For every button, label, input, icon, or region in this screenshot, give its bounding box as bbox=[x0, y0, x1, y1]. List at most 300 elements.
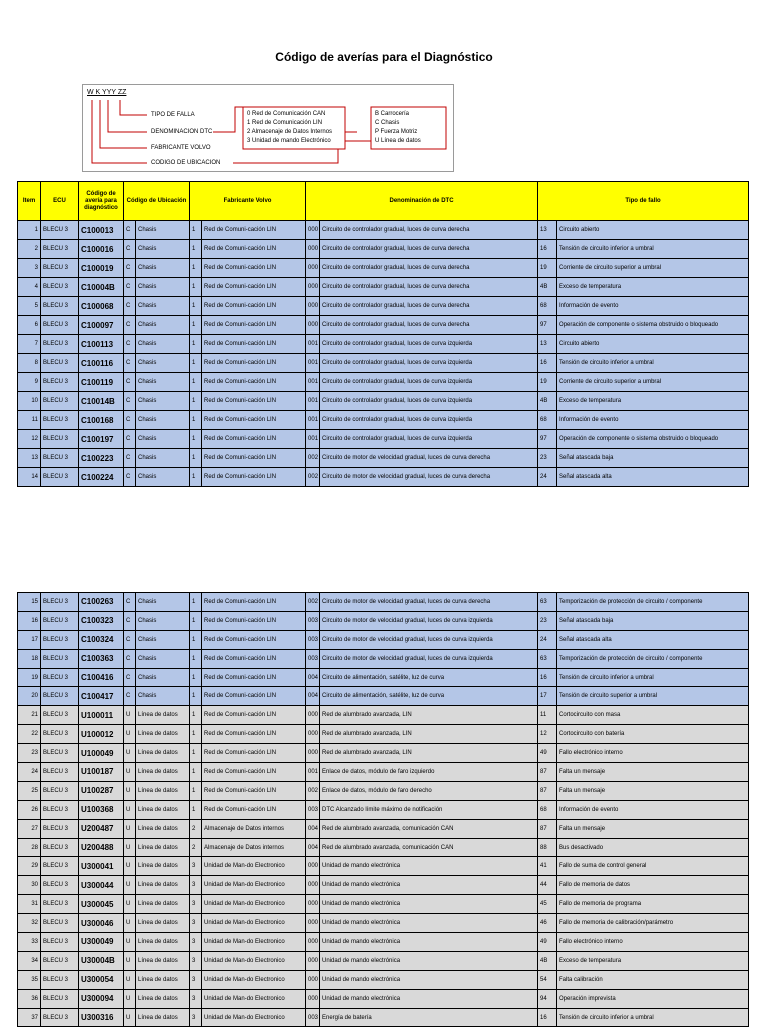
row-location-name: Chasis bbox=[136, 630, 190, 649]
row-fault-code: 12 bbox=[538, 725, 557, 744]
code-legend-diagram bbox=[82, 84, 454, 172]
row-fault-name: Corriente de circuito superior a umbral bbox=[557, 259, 749, 278]
row-ecu: BLECU 3 bbox=[41, 630, 79, 649]
row-location-name: Chasis bbox=[136, 449, 190, 468]
row-manufacturer-name: Red de Comuni-cación LIN bbox=[202, 411, 306, 430]
row-dtc-number: 003 bbox=[306, 630, 320, 649]
row-dtc-code: C100324 bbox=[79, 630, 124, 649]
row-manufacturer-code: 1 bbox=[190, 411, 202, 430]
header-fault-type: Tipo de fallo bbox=[538, 182, 749, 221]
row-dtc-code: C100168 bbox=[79, 411, 124, 430]
legend-manufacturer-option: 2 Almacenaje de Datos Internos bbox=[247, 129, 333, 135]
row-item: 10 bbox=[18, 392, 41, 411]
table-row bbox=[18, 838, 749, 857]
table-row bbox=[18, 819, 749, 838]
row-ecu: BLECU 3 bbox=[41, 819, 79, 838]
row-fault-name: Temporización de protección de circuito / componente bbox=[557, 593, 749, 612]
row-ecu: BLECU 3 bbox=[41, 970, 79, 989]
row-dtc-number: 000 bbox=[306, 240, 320, 259]
row-fault-code: 97 bbox=[538, 430, 557, 449]
row-manufacturer-name: Unidad de Man-do Electronico bbox=[202, 1008, 306, 1027]
row-location-name: Chasis bbox=[136, 687, 190, 706]
header-ecu: ECU bbox=[41, 182, 79, 221]
row-fault-code: 19 bbox=[538, 373, 557, 392]
row-fault-code: 24 bbox=[538, 468, 557, 487]
row-location-name: Chasis bbox=[136, 240, 190, 259]
row-dtc-name: Circuito de controlador gradual, luces de curva derecha bbox=[320, 278, 538, 297]
row-fault-code: 13 bbox=[538, 335, 557, 354]
legend-connector-lines bbox=[83, 85, 453, 171]
row-location-code: U bbox=[124, 989, 136, 1008]
row-manufacturer-code: 3 bbox=[190, 933, 202, 952]
header-location: Código de Ubicación bbox=[124, 182, 190, 221]
row-dtc-code: U300046 bbox=[79, 914, 124, 933]
row-ecu: BLECU 3 bbox=[41, 297, 79, 316]
row-fault-code: 54 bbox=[538, 970, 557, 989]
table-row bbox=[18, 781, 749, 800]
row-fault-name: Circuito abierto bbox=[557, 335, 749, 354]
row-fault-name: Fallo de memoria de datos bbox=[557, 876, 749, 895]
legend-manufacturer-option: 1 Red de Comunicación LIN bbox=[247, 120, 323, 126]
row-dtc-name: Circuito de controlador gradual, luces de curva derecha bbox=[320, 221, 538, 240]
row-fault-code: 88 bbox=[538, 838, 557, 857]
row-dtc-name: Unidad de mando electrónica bbox=[320, 970, 538, 989]
row-manufacturer-code: 1 bbox=[190, 668, 202, 687]
row-dtc-number: 001 bbox=[306, 335, 320, 354]
row-dtc-code: U300094 bbox=[79, 989, 124, 1008]
row-dtc-name: Enlace de datos, módulo de faro izquierdo bbox=[320, 763, 538, 782]
row-dtc-code: C100013 bbox=[79, 221, 124, 240]
row-location-code: C bbox=[124, 240, 136, 259]
row-location-code: U bbox=[124, 706, 136, 725]
table-row bbox=[18, 970, 749, 989]
row-dtc-name: Circuito de alimentación, satélite, luz de curva bbox=[320, 687, 538, 706]
row-manufacturer-code: 1 bbox=[190, 611, 202, 630]
row-fault-name: Circuito abierto bbox=[557, 221, 749, 240]
row-manufacturer-name: Unidad de Man-do Electronico bbox=[202, 857, 306, 876]
row-ecu: BLECU 3 bbox=[41, 895, 79, 914]
row-ecu: BLECU 3 bbox=[41, 838, 79, 857]
row-dtc-code: C100068 bbox=[79, 297, 124, 316]
header-manufacturer: Fabricante Volvo bbox=[190, 182, 306, 221]
row-dtc-code: U100368 bbox=[79, 800, 124, 819]
table-row bbox=[18, 857, 749, 876]
row-location-code: C bbox=[124, 449, 136, 468]
row-dtc-code: U300044 bbox=[79, 876, 124, 895]
row-ecu: BLECU 3 bbox=[41, 449, 79, 468]
row-manufacturer-code: 3 bbox=[190, 914, 202, 933]
row-fault-code: 17 bbox=[538, 687, 557, 706]
row-dtc-name: Red de alumbrado avanzada, LIN bbox=[320, 706, 538, 725]
row-dtc-code: C100116 bbox=[79, 354, 124, 373]
row-manufacturer-code: 2 bbox=[190, 819, 202, 838]
row-dtc-name: Unidad de mando electrónica bbox=[320, 895, 538, 914]
row-location-code: C bbox=[124, 354, 136, 373]
row-dtc-number: 001 bbox=[306, 430, 320, 449]
row-manufacturer-code: 2 bbox=[190, 838, 202, 857]
row-location-code: C bbox=[124, 468, 136, 487]
row-item: 4 bbox=[18, 278, 41, 297]
row-item: 21 bbox=[18, 706, 41, 725]
row-dtc-name: Red de alumbrado avanzada, LIN bbox=[320, 725, 538, 744]
row-manufacturer-code: 1 bbox=[190, 593, 202, 612]
row-manufacturer-name: Red de Comuni-cación LIN bbox=[202, 316, 306, 335]
row-location-name: Línea de datos bbox=[136, 914, 190, 933]
row-dtc-name: Circuito de controlador gradual, luces de curva derecha bbox=[320, 259, 538, 278]
table-row bbox=[18, 411, 749, 430]
row-ecu: BLECU 3 bbox=[41, 725, 79, 744]
row-location-code: C bbox=[124, 316, 136, 335]
table-row bbox=[18, 278, 749, 297]
row-item: 8 bbox=[18, 354, 41, 373]
row-location-code: C bbox=[124, 611, 136, 630]
row-dtc-number: 004 bbox=[306, 819, 320, 838]
row-ecu: BLECU 3 bbox=[41, 335, 79, 354]
row-item: 7 bbox=[18, 335, 41, 354]
row-manufacturer-name: Red de Comuni-cación LIN bbox=[202, 630, 306, 649]
row-location-code: U bbox=[124, 970, 136, 989]
table-row bbox=[18, 630, 749, 649]
row-location-name: Chasis bbox=[136, 468, 190, 487]
row-fault-code: 16 bbox=[538, 1008, 557, 1027]
row-fault-code: 16 bbox=[538, 668, 557, 687]
table-row bbox=[18, 951, 749, 970]
row-fault-name: Falta un mensaje bbox=[557, 781, 749, 800]
row-fault-code: 4B bbox=[538, 278, 557, 297]
row-fault-code: 11 bbox=[538, 706, 557, 725]
table-row bbox=[18, 725, 749, 744]
table-row bbox=[18, 895, 749, 914]
row-item: 11 bbox=[18, 411, 41, 430]
row-dtc-name: Circuito de alimentación, satélite, luz de curva bbox=[320, 668, 538, 687]
row-dtc-number: 003 bbox=[306, 800, 320, 819]
legend-label-location: CODIGO DE UBICACION bbox=[151, 160, 221, 166]
row-item: 30 bbox=[18, 876, 41, 895]
row-manufacturer-name: Red de Comuni-cación LIN bbox=[202, 725, 306, 744]
row-manufacturer-code: 1 bbox=[190, 744, 202, 763]
row-dtc-number: 000 bbox=[306, 706, 320, 725]
row-dtc-number: 002 bbox=[306, 781, 320, 800]
row-dtc-name: Circuito de motor de velocidad gradual, luces de curva derecha bbox=[320, 593, 538, 612]
dtc-table-page-2 bbox=[17, 592, 749, 1027]
row-location-code: U bbox=[124, 838, 136, 857]
row-item: 37 bbox=[18, 1008, 41, 1027]
row-location-code: U bbox=[124, 781, 136, 800]
row-ecu: BLECU 3 bbox=[41, 933, 79, 952]
row-dtc-code: U300049 bbox=[79, 933, 124, 952]
row-fault-name: Operación de componente o sistema obstruido o bloqueado bbox=[557, 316, 749, 335]
row-item: 13 bbox=[18, 449, 41, 468]
legend-label-dtc-name: DENOMINACION DTC bbox=[151, 129, 213, 135]
row-location-name: Chasis bbox=[136, 297, 190, 316]
row-ecu: BLECU 3 bbox=[41, 468, 79, 487]
row-dtc-code: C100323 bbox=[79, 611, 124, 630]
row-ecu: BLECU 3 bbox=[41, 354, 79, 373]
row-dtc-number: 001 bbox=[306, 354, 320, 373]
row-dtc-code: C100019 bbox=[79, 259, 124, 278]
row-dtc-number: 001 bbox=[306, 392, 320, 411]
table-row bbox=[18, 687, 749, 706]
row-dtc-code: U100287 bbox=[79, 781, 124, 800]
dtc-table-page-1 bbox=[17, 181, 749, 487]
row-manufacturer-code: 1 bbox=[190, 800, 202, 819]
row-dtc-code: C10004B bbox=[79, 278, 124, 297]
legend-location-option: P Fuerza Motriz bbox=[375, 129, 418, 135]
row-ecu: BLECU 3 bbox=[41, 1008, 79, 1027]
row-dtc-code: C10014B bbox=[79, 392, 124, 411]
row-item: 27 bbox=[18, 819, 41, 838]
row-manufacturer-name: Red de Comuni-cación LIN bbox=[202, 781, 306, 800]
table-row bbox=[18, 468, 749, 487]
row-dtc-code: C100363 bbox=[79, 649, 124, 668]
row-location-code: U bbox=[124, 914, 136, 933]
row-location-code: C bbox=[124, 259, 136, 278]
row-ecu: BLECU 3 bbox=[41, 221, 79, 240]
row-location-name: Chasis bbox=[136, 611, 190, 630]
row-dtc-name: Circuito de controlador gradual, luces de curva izquierda bbox=[320, 411, 538, 430]
row-dtc-number: 002 bbox=[306, 449, 320, 468]
row-dtc-number: 000 bbox=[306, 259, 320, 278]
row-dtc-name: Unidad de mando electrónica bbox=[320, 951, 538, 970]
row-location-name: Chasis bbox=[136, 373, 190, 392]
legend-manufacturer-option: 3 Unidad de mando Electrónico bbox=[247, 138, 331, 144]
row-fault-name: Operación imprevista bbox=[557, 989, 749, 1008]
row-fault-name: Bus desactivado bbox=[557, 838, 749, 857]
row-location-code: C bbox=[124, 278, 136, 297]
row-manufacturer-code: 1 bbox=[190, 392, 202, 411]
row-location-name: Línea de datos bbox=[136, 781, 190, 800]
row-manufacturer-name: Red de Comuni-cación LIN bbox=[202, 800, 306, 819]
row-manufacturer-code: 1 bbox=[190, 373, 202, 392]
row-manufacturer-code: 1 bbox=[190, 468, 202, 487]
row-ecu: BLECU 3 bbox=[41, 744, 79, 763]
table-row bbox=[18, 449, 749, 468]
row-fault-code: 23 bbox=[538, 611, 557, 630]
row-dtc-number: 000 bbox=[306, 876, 320, 895]
table-row bbox=[18, 989, 749, 1008]
row-dtc-name: Circuito de motor de velocidad gradual, luces de curva izquierda bbox=[320, 630, 538, 649]
row-ecu: BLECU 3 bbox=[41, 706, 79, 725]
row-location-code: U bbox=[124, 895, 136, 914]
row-dtc-code: U30004B bbox=[79, 951, 124, 970]
row-location-name: Línea de datos bbox=[136, 800, 190, 819]
row-manufacturer-code: 1 bbox=[190, 649, 202, 668]
row-dtc-name: Circuito de controlador gradual, luces de curva izquierda bbox=[320, 373, 538, 392]
row-fault-code: 68 bbox=[538, 411, 557, 430]
row-dtc-name: Energía de batería bbox=[320, 1008, 538, 1027]
table-row bbox=[18, 933, 749, 952]
row-item: 6 bbox=[18, 316, 41, 335]
row-manufacturer-code: 1 bbox=[190, 354, 202, 373]
row-dtc-code: U100049 bbox=[79, 744, 124, 763]
row-dtc-number: 000 bbox=[306, 933, 320, 952]
legend-location-option: C Chasis bbox=[375, 120, 400, 126]
row-dtc-name: Unidad de mando electrónica bbox=[320, 914, 538, 933]
row-manufacturer-code: 1 bbox=[190, 221, 202, 240]
row-location-code: U bbox=[124, 857, 136, 876]
row-location-code: C bbox=[124, 392, 136, 411]
legend-location-option: B Carrocería bbox=[375, 111, 410, 117]
row-fault-name: Señal atascada baja bbox=[557, 611, 749, 630]
row-dtc-number: 000 bbox=[306, 221, 320, 240]
row-item: 16 bbox=[18, 611, 41, 630]
table-row bbox=[18, 649, 749, 668]
row-manufacturer-code: 1 bbox=[190, 430, 202, 449]
row-dtc-code: C100197 bbox=[79, 430, 124, 449]
row-dtc-name: Unidad de mando electrónica bbox=[320, 876, 538, 895]
table-row bbox=[18, 1008, 749, 1027]
row-manufacturer-name: Red de Comuni-cación LIN bbox=[202, 668, 306, 687]
row-fault-name: Tensión de circuito inferior a umbral bbox=[557, 668, 749, 687]
row-ecu: BLECU 3 bbox=[41, 392, 79, 411]
table-row bbox=[18, 800, 749, 819]
row-dtc-name: Circuito de controlador gradual, luces de curva derecha bbox=[320, 297, 538, 316]
row-manufacturer-name: Unidad de Man-do Electronico bbox=[202, 933, 306, 952]
row-ecu: BLECU 3 bbox=[41, 278, 79, 297]
row-dtc-name: Unidad de mando electrónica bbox=[320, 857, 538, 876]
row-fault-code: 4B bbox=[538, 951, 557, 970]
row-location-code: C bbox=[124, 297, 136, 316]
row-fault-name: Fallo electrónico interno bbox=[557, 933, 749, 952]
row-manufacturer-code: 3 bbox=[190, 876, 202, 895]
row-ecu: BLECU 3 bbox=[41, 989, 79, 1008]
row-ecu: BLECU 3 bbox=[41, 649, 79, 668]
row-dtc-name: Unidad de mando electrónica bbox=[320, 933, 538, 952]
row-fault-name: Fallo de memoria de calibración/parámetro bbox=[557, 914, 749, 933]
row-dtc-code: U200487 bbox=[79, 819, 124, 838]
row-dtc-code: C100224 bbox=[79, 468, 124, 487]
row-manufacturer-code: 1 bbox=[190, 781, 202, 800]
row-manufacturer-name: Red de Comuni-cación LIN bbox=[202, 430, 306, 449]
table-row bbox=[18, 430, 749, 449]
row-fault-code: 45 bbox=[538, 895, 557, 914]
row-fault-code: 16 bbox=[538, 240, 557, 259]
row-ecu: BLECU 3 bbox=[41, 914, 79, 933]
row-dtc-number: 000 bbox=[306, 744, 320, 763]
row-location-name: Línea de datos bbox=[136, 895, 190, 914]
row-item: 9 bbox=[18, 373, 41, 392]
row-dtc-name: Circuito de controlador gradual, luces de curva derecha bbox=[320, 240, 538, 259]
row-manufacturer-name: Red de Comuni-cación LIN bbox=[202, 373, 306, 392]
row-item: 24 bbox=[18, 763, 41, 782]
row-location-name: Chasis bbox=[136, 668, 190, 687]
row-manufacturer-name: Red de Comuni-cación LIN bbox=[202, 392, 306, 411]
row-location-name: Línea de datos bbox=[136, 819, 190, 838]
row-fault-code: 97 bbox=[538, 316, 557, 335]
row-fault-name: Cortocircuito con masa bbox=[557, 706, 749, 725]
row-dtc-name: Circuito de motor de velocidad gradual, luces de curva derecha bbox=[320, 449, 538, 468]
row-manufacturer-name: Red de Comuni-cación LIN bbox=[202, 335, 306, 354]
row-manufacturer-code: 3 bbox=[190, 970, 202, 989]
row-dtc-number: 000 bbox=[306, 951, 320, 970]
table-row bbox=[18, 335, 749, 354]
row-manufacturer-code: 1 bbox=[190, 725, 202, 744]
row-dtc-name: Circuito de controlador gradual, luces de curva izquierda bbox=[320, 430, 538, 449]
row-dtc-number: 003 bbox=[306, 649, 320, 668]
row-location-code: C bbox=[124, 687, 136, 706]
row-dtc-number: 003 bbox=[306, 611, 320, 630]
row-fault-name: Fallo de suma de control general bbox=[557, 857, 749, 876]
row-fault-name: Señal atascada baja bbox=[557, 449, 749, 468]
row-fault-code: 63 bbox=[538, 593, 557, 612]
table-row bbox=[18, 297, 749, 316]
row-fault-code: 87 bbox=[538, 763, 557, 782]
row-manufacturer-name: Almacenaje de Datos internos bbox=[202, 819, 306, 838]
row-item: 32 bbox=[18, 914, 41, 933]
page-title: Código de averías para el Diagnóstico bbox=[275, 50, 493, 64]
row-location-name: Línea de datos bbox=[136, 763, 190, 782]
row-manufacturer-name: Red de Comuni-cación LIN bbox=[202, 297, 306, 316]
row-location-code: U bbox=[124, 744, 136, 763]
row-item: 12 bbox=[18, 430, 41, 449]
row-manufacturer-code: 1 bbox=[190, 763, 202, 782]
row-fault-name: Falta un mensaje bbox=[557, 819, 749, 838]
header-item: Item bbox=[18, 182, 41, 221]
row-dtc-name: Enlace de datos, módulo de faro derecho bbox=[320, 781, 538, 800]
row-manufacturer-code: 1 bbox=[190, 630, 202, 649]
table-row bbox=[18, 876, 749, 895]
row-location-name: Línea de datos bbox=[136, 838, 190, 857]
row-item: 15 bbox=[18, 593, 41, 612]
row-item: 26 bbox=[18, 800, 41, 819]
row-item: 5 bbox=[18, 297, 41, 316]
row-item: 3 bbox=[18, 259, 41, 278]
row-fault-name: Información de evento bbox=[557, 297, 749, 316]
row-fault-name: Señal atascada alta bbox=[557, 468, 749, 487]
row-dtc-name: Red de alumbrado avanzada, LIN bbox=[320, 744, 538, 763]
legend-manufacturer-option: 0 Red de Comunicación CAN bbox=[247, 111, 326, 117]
row-item: 17 bbox=[18, 630, 41, 649]
row-dtc-name: Red de alumbrado avanzada, comunicación CAN bbox=[320, 819, 538, 838]
row-manufacturer-name: Red de Comuni-cación LIN bbox=[202, 278, 306, 297]
row-dtc-code: U300054 bbox=[79, 970, 124, 989]
legend-label-fault-type: TIPO DE FALLA bbox=[151, 112, 195, 118]
row-manufacturer-name: Red de Comuni-cación LIN bbox=[202, 221, 306, 240]
row-fault-code: 63 bbox=[538, 649, 557, 668]
row-location-name: Línea de datos bbox=[136, 970, 190, 989]
row-location-code: C bbox=[124, 373, 136, 392]
row-location-name: Línea de datos bbox=[136, 876, 190, 895]
row-fault-name: Operación de componente o sistema obstruido o bloqueado bbox=[557, 430, 749, 449]
table-row bbox=[18, 259, 749, 278]
row-dtc-code: C100016 bbox=[79, 240, 124, 259]
row-ecu: BLECU 3 bbox=[41, 430, 79, 449]
row-fault-name: Cortocircuito con batería bbox=[557, 725, 749, 744]
row-manufacturer-name: Red de Comuni-cación LIN bbox=[202, 744, 306, 763]
row-dtc-name: Red de alumbrado avanzada, comunicación CAN bbox=[320, 838, 538, 857]
row-dtc-code: U100011 bbox=[79, 706, 124, 725]
row-fault-name: Fallo de memoria de programa bbox=[557, 895, 749, 914]
table-header-row bbox=[18, 182, 749, 221]
row-ecu: BLECU 3 bbox=[41, 593, 79, 612]
row-manufacturer-code: 1 bbox=[190, 259, 202, 278]
row-item: 23 bbox=[18, 744, 41, 763]
row-dtc-number: 002 bbox=[306, 468, 320, 487]
row-location-code: U bbox=[124, 951, 136, 970]
row-fault-name: Tensión de circuito inferior a umbral bbox=[557, 1008, 749, 1027]
row-location-code: U bbox=[124, 819, 136, 838]
legend-label-manufacturer: FABRICANTE VOLVO bbox=[151, 145, 211, 151]
row-dtc-code: C100113 bbox=[79, 335, 124, 354]
row-item: 36 bbox=[18, 989, 41, 1008]
row-fault-code: 24 bbox=[538, 630, 557, 649]
row-item: 34 bbox=[18, 951, 41, 970]
row-manufacturer-name: Red de Comuni-cación LIN bbox=[202, 706, 306, 725]
row-fault-code: 46 bbox=[538, 914, 557, 933]
row-location-code: U bbox=[124, 725, 136, 744]
legend-location-option: U Línea de datos bbox=[375, 138, 421, 144]
row-manufacturer-code: 1 bbox=[190, 278, 202, 297]
